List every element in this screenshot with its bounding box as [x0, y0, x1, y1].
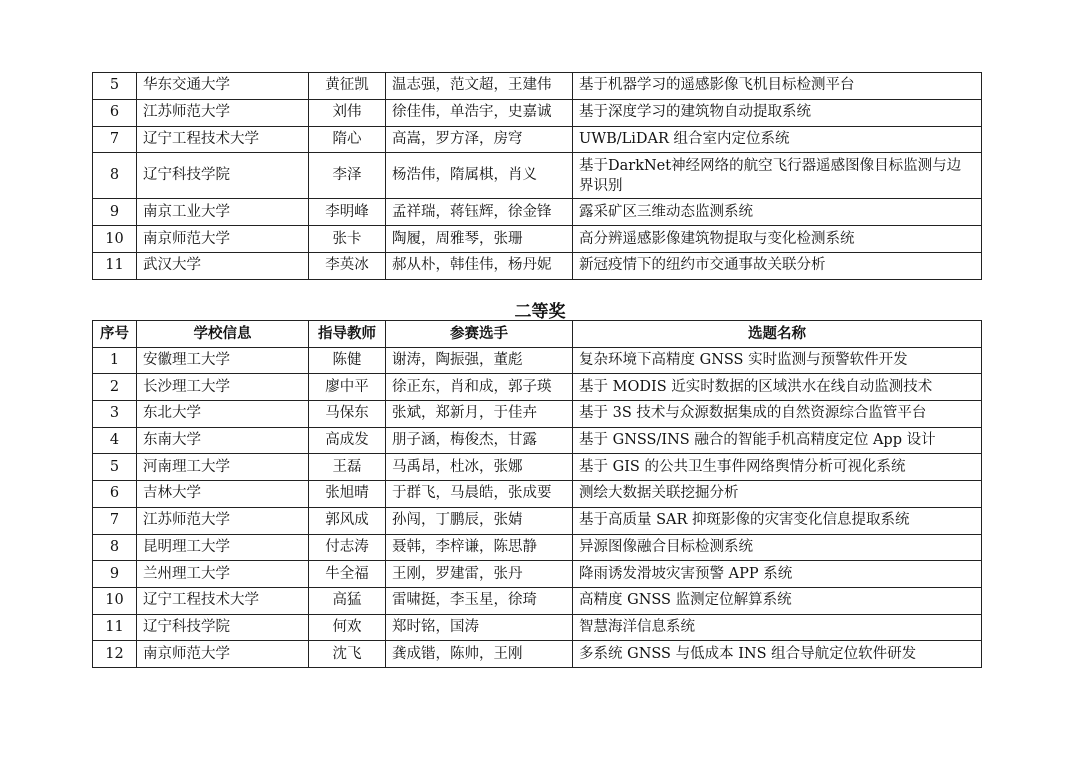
teacher-cell: 刘伟	[309, 99, 386, 126]
header-number: 序号	[93, 321, 137, 348]
table-row	[93, 73, 982, 100]
school-cell: 南京师范大学	[137, 226, 309, 253]
school-cell: 辽宁科技学院	[137, 153, 309, 199]
topic-cell: 高分辨遥感影像建筑物提取与变化检测系统	[573, 226, 982, 253]
students-cell: 王刚，罗建雷，张丹	[386, 561, 573, 588]
students-cell: 孟祥瑞，蒋钰辉，徐金锋	[386, 199, 573, 226]
school-cell: 辽宁工程技术大学	[137, 587, 309, 614]
table-row	[93, 153, 982, 199]
students-cell: 孙闯，丁鹏辰，张婧	[386, 507, 573, 534]
table-row	[93, 561, 982, 588]
topic-cell: 降雨诱发滑坡灾害预警 APP 系统	[573, 561, 982, 588]
school-cell: 南京师范大学	[137, 641, 309, 668]
students-cell: 聂韩，李梓谦，陈思静	[386, 534, 573, 561]
row-number: 4	[93, 427, 137, 454]
teacher-cell: 张卡	[309, 226, 386, 253]
table-row	[93, 587, 982, 614]
table-row	[93, 99, 982, 126]
students-cell: 高嵩，罗方泽，房穹	[386, 126, 573, 153]
table-header-row	[93, 321, 982, 348]
students-cell: 徐佳伟，单浩宇，史嘉诚	[386, 99, 573, 126]
topic-cell: 异源图像融合目标检测系统	[573, 534, 982, 561]
school-cell: 长沙理工大学	[137, 374, 309, 401]
teacher-cell: 廖中平	[309, 374, 386, 401]
table-row	[93, 641, 982, 668]
row-number: 6	[93, 99, 137, 126]
row-number: 7	[93, 126, 137, 153]
teacher-cell: 王磊	[309, 454, 386, 481]
row-number: 11	[93, 252, 137, 279]
topic-cell: 新冠疫情下的纽约市交通事故关联分析	[573, 252, 982, 279]
teacher-cell: 黄征凯	[309, 73, 386, 100]
students-cell: 张斌，郑新月，于佳卉	[386, 401, 573, 428]
table-row	[93, 347, 982, 374]
row-number: 9	[93, 199, 137, 226]
teacher-cell: 郭风成	[309, 507, 386, 534]
students-cell: 雷啸挺，李玉星，徐琦	[386, 587, 573, 614]
teacher-cell: 李英冰	[309, 252, 386, 279]
header-topic: 选题名称	[573, 321, 982, 348]
students-cell: 马禹昂，杜冰，张娜	[386, 454, 573, 481]
row-number: 12	[93, 641, 137, 668]
header-students: 参赛选手	[386, 321, 573, 348]
topic-cell: 测绘大数据关联挖掘分析	[573, 481, 982, 508]
teacher-cell: 李泽	[309, 153, 386, 199]
school-cell: 东南大学	[137, 427, 309, 454]
school-cell: 江苏师范大学	[137, 99, 309, 126]
topic-cell: 智慧海洋信息系统	[573, 614, 982, 641]
topic-cell: 基于机器学习的遥感影像飞机目标检测平台	[573, 73, 982, 100]
table-row	[93, 252, 982, 279]
table-row	[93, 374, 982, 401]
school-cell: 武汉大学	[137, 252, 309, 279]
topic-cell: 露采矿区三维动态监测系统	[573, 199, 982, 226]
school-cell: 东北大学	[137, 401, 309, 428]
topic-cell: 基于 MODIS 近实时数据的区域洪水在线自动监测技术	[573, 374, 982, 401]
header-teacher: 指导教师	[309, 321, 386, 348]
school-cell: 南京工业大学	[137, 199, 309, 226]
table-row	[93, 534, 982, 561]
topic-cell: 复杂环境下高精度 GNSS 实时监测与预警软件开发	[573, 347, 982, 374]
school-cell: 辽宁工程技术大学	[137, 126, 309, 153]
row-number: 10	[93, 226, 137, 253]
topic-cell: 高精度 GNSS 监测定位解算系统	[573, 587, 982, 614]
first-prize-table-continued	[92, 72, 982, 280]
school-cell: 河南理工大学	[137, 454, 309, 481]
students-cell: 徐正东，肖和成，郭子瑛	[386, 374, 573, 401]
row-number: 6	[93, 481, 137, 508]
school-cell: 昆明理工大学	[137, 534, 309, 561]
teacher-cell: 隋心	[309, 126, 386, 153]
students-cell: 朋子涵，梅俊杰，甘露	[386, 427, 573, 454]
teacher-cell: 马保东	[309, 401, 386, 428]
teacher-cell: 牛全福	[309, 561, 386, 588]
teacher-cell: 高成发	[309, 427, 386, 454]
row-number: 5	[93, 73, 137, 100]
school-cell: 兰州理工大学	[137, 561, 309, 588]
topic-cell: 基于 3S 技术与众源数据集成的自然资源综合监管平台	[573, 401, 982, 428]
school-cell: 吉林大学	[137, 481, 309, 508]
teacher-cell: 何欢	[309, 614, 386, 641]
topic-cell: 多系统 GNSS 与低成本 INS 组合导航定位软件研发	[573, 641, 982, 668]
teacher-cell: 张旭晴	[309, 481, 386, 508]
row-number: 9	[93, 561, 137, 588]
second-prize-table	[92, 320, 982, 668]
topic-cell: 基于高质量 SAR 抑斑影像的灾害变化信息提取系统	[573, 507, 982, 534]
teacher-cell: 高猛	[309, 587, 386, 614]
topic-cell: 基于深度学习的建筑物自动提取系统	[573, 99, 982, 126]
students-cell: 于群飞，马晨皓，张成要	[386, 481, 573, 508]
topic-cell: 基于 GNSS/INS 融合的智能手机高精度定位 App 设计	[573, 427, 982, 454]
teacher-cell: 付志涛	[309, 534, 386, 561]
students-cell: 郝从朴，韩佳伟，杨丹妮	[386, 252, 573, 279]
table-row	[93, 427, 982, 454]
header-school: 学校信息	[137, 321, 309, 348]
row-number: 8	[93, 153, 137, 199]
table-row	[93, 126, 982, 153]
table-row	[93, 481, 982, 508]
topic-cell: 基于 GIS 的公共卫生事件网络舆情分析可视化系统	[573, 454, 982, 481]
school-cell: 辽宁科技学院	[137, 614, 309, 641]
table-row	[93, 401, 982, 428]
row-number: 3	[93, 401, 137, 428]
school-cell: 华东交通大学	[137, 73, 309, 100]
students-cell: 温志强，范文超，王建伟	[386, 73, 573, 100]
students-cell: 郑时铭，国涛	[386, 614, 573, 641]
row-number: 5	[93, 454, 137, 481]
row-number: 10	[93, 587, 137, 614]
row-number: 8	[93, 534, 137, 561]
row-number: 2	[93, 374, 137, 401]
school-cell: 安徽理工大学	[137, 347, 309, 374]
table-row	[93, 614, 982, 641]
row-number: 1	[93, 347, 137, 374]
topic-cell: UWB/LiDAR 组合室内定位系统	[573, 126, 982, 153]
table-row	[93, 454, 982, 481]
row-number: 11	[93, 614, 137, 641]
school-cell: 江苏师范大学	[137, 507, 309, 534]
students-cell: 谢涛，陶振强，董彪	[386, 347, 573, 374]
teacher-cell: 陈健	[309, 347, 386, 374]
table-row	[93, 199, 982, 226]
students-cell: 陶履，周雅琴，张珊	[386, 226, 573, 253]
students-cell: 杨浩伟，隋属棋，肖义	[386, 153, 573, 199]
section-title: 二等奖	[514, 302, 566, 322]
students-cell: 龚成锴，陈帅，王刚	[386, 641, 573, 668]
table-row	[93, 226, 982, 253]
teacher-cell: 沈飞	[309, 641, 386, 668]
teacher-cell: 李明峰	[309, 199, 386, 226]
row-number: 7	[93, 507, 137, 534]
topic-cell: 基于DarkNet神经网络的航空飞行器遥感图像目标监测与边界识别	[573, 153, 982, 199]
table-row	[93, 507, 982, 534]
